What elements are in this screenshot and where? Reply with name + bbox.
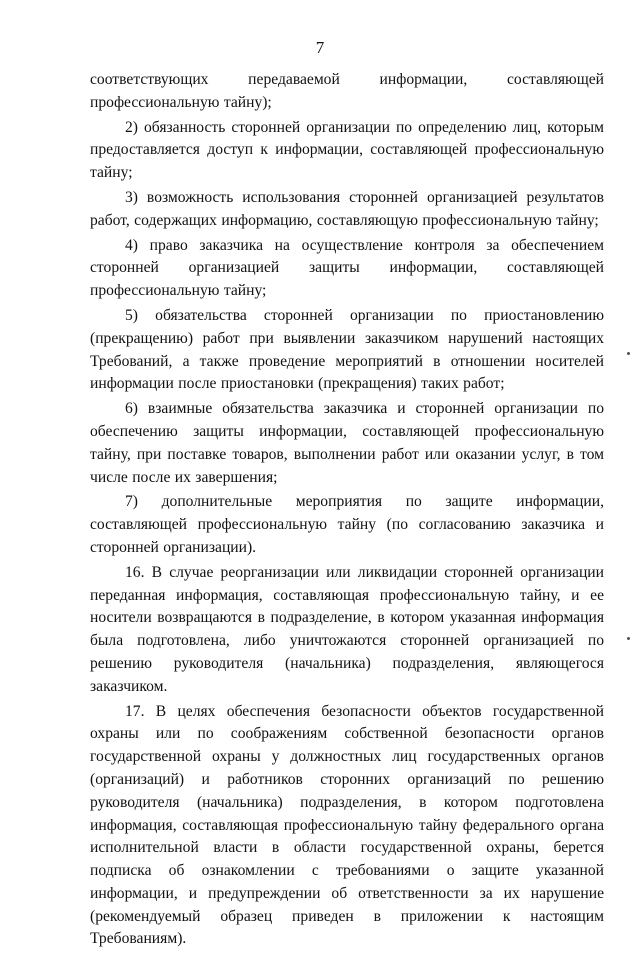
page-number: 7 [315, 38, 325, 57]
list-item-5: 5) обязательства сторонней организации по приостановлению (прекращению) работ при выявлении заказчиком нарушений настоящих Требований, а также проведение мероприятий в отношении носителей информации после приостановки (прекращения) таких работ; [90, 306, 604, 393]
list-item-4: 4) право заказчика на осуществление контроля за обеспечением сторонней организацией защиты информации, составляющей профессиональную тайну; [90, 236, 604, 300]
list-item-7: 7) дополнительные мероприятия по защите информации, составляющей профессиональную тайну (по согласованию заказчика и сторонней организации). [90, 493, 604, 556]
section-16: 16. В случае реорганизации или ликвидации сторонней организации переданная информация, составляющая профессиональную тайну, и ее носители возвращаются в подразделение, в котором указанная информация была подготовлена, либо уничтожаются сторонней организацией по решению руководителя (начальника) подразделения, являющегося заказчиком. [90, 563, 604, 695]
document-body [90, 69, 604, 953]
section-17: 17. В целях обеспечения безопасности объектов государственной охраны или по соображениям собственной безопасности органов государственной охраны у должностных лиц государственных органов (организаций) и работников сторонних организаций по решению руководителя (начальника) подразделения, в котором подготовлена информация, составляющая профессиональную тайну федерального органа исполнительной власти в области государственной охраны, берется подписка об ознакомлении с требованиями о защите указанной информации, и предупреждении об ответственности за их нарушение (рекомендуемый образец приведен в приложении к настоящим Требованиям). [90, 702, 604, 948]
scan-dot-mark [627, 637, 630, 640]
paragraph-continuation: соответствующих передаваемой информации, составляющей профессиональную тайну); [90, 71, 604, 111]
list-item-3: 3) возможность использования сторонней организацией результатов работ, содержащих информацию, составляющую профессиональную тайну; [90, 188, 604, 229]
list-item-2: 2) обязанность сторонней организации по определению лиц, которым предоставляется доступ к информации, составляющей профессиональную тайну; [90, 118, 604, 182]
scan-dot-mark [627, 352, 630, 355]
list-item-6: 6) взаимные обязательства заказчика и сторонней организации по обеспечению защиты информации, составляющей профессиональную тайну, при поставке товаров, выполнении работ или оказании услуг, в том числе после их завершения; [90, 400, 604, 486]
